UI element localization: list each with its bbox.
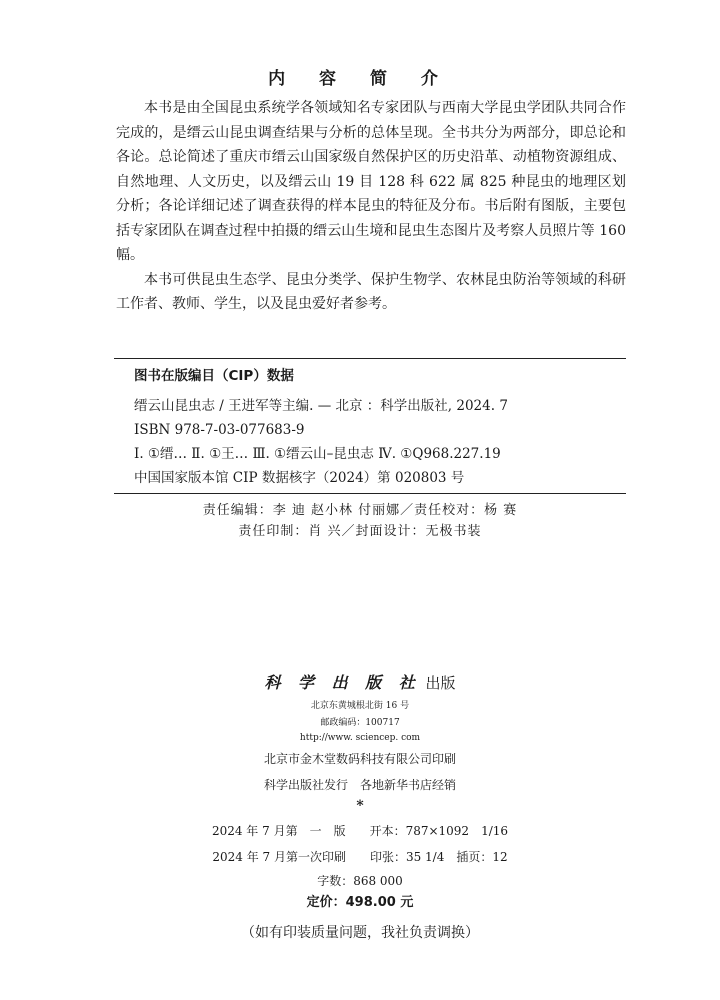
- publisher-website: http://www. sciencep. com: [299, 733, 421, 743]
- credits-line-2: 责任印制：肖 兴／封面设计：无极书装: [238, 524, 482, 539]
- word-count: 字数：868 000: [317, 874, 403, 888]
- distribution-line: 科学出版社发行 各地新华书店经销: [263, 778, 456, 792]
- cip-line-title: 缙云山昆虫志 / 王进军等主编. — 北京 ：科学出版社, 2024. 7: [134, 398, 508, 414]
- cip-line-classification: Ⅰ. ①缙… Ⅱ. ①王… Ⅲ. ①缙云山–昆虫志 Ⅳ. ①Q968.227.19: [134, 446, 501, 462]
- intro-text: [116, 96, 626, 317]
- edition-line-1: 2024 年 7 月第 一 版 开本：787×1092 1/16: [211, 824, 509, 838]
- publisher-line: [0, 670, 720, 693]
- credits-line-1: 责任编辑：李 迪 赵小林 付丽娜／责任校对：杨 赛: [202, 503, 518, 518]
- cip-line-isbn: ISBN 978-7-03-077683-9: [134, 422, 305, 438]
- quality-notice: （如有印装质量问题，我社负责调换）: [241, 925, 479, 941]
- publisher-name: 科 学 出 版 社: [264, 673, 421, 692]
- separator-star: *: [356, 798, 364, 814]
- cip-bottom-rule: [114, 493, 626, 494]
- publisher-address: 北京东黄城根北街 16 号: [310, 701, 410, 711]
- intro-paragraph-2: 本书可供昆虫生态学、昆虫分类学、保护生物学、农林昆虫防治等领域的科研工作者、教师、学生，以及昆虫爱好者参考。: [116, 271, 626, 312]
- printer-line: 北京市金木堂数码科技有限公司印刷: [263, 752, 456, 766]
- publisher-suffix: 出版: [425, 674, 456, 692]
- edition-line-2: 2024 年 7 月第一次印刷 印张：35 1/4 插页：12: [212, 850, 508, 864]
- publisher-postcode: 邮政编码：100717: [320, 718, 400, 728]
- cip-heading: 图书在版编目（CIP）数据: [134, 368, 294, 384]
- intro-paragraph-1: 本书是由全国昆虫系统学各领域知名专家团队与西南大学昆虫学团队共同合作完成的，是缙云山昆虫调查结果与分析的总体呈现。全书共分为两部分，即总论和各论。总论简述了重庆市缙云山国家级自然保护区的历史沿革、动植物资源组成、自然地理、人文历史，以及缙云山 19 目 128 科 622 属 825 种昆虫的地理区划分析；各论详细记述了调查获得的样本昆虫的特征及分布。书后附有图版，主要包括专家团队在调查过程中拍摄的缙云山生境和昆虫生态图片及考察人员照片等 160 幅。: [116, 100, 626, 263]
- cip-block: [134, 364, 624, 490]
- cip-line-record-number: 中国国家版本馆 CIP 数据核字（2024）第 020803 号: [134, 470, 465, 486]
- section-title: 内 容 简 介: [268, 69, 452, 89]
- cip-top-rule: [114, 358, 626, 359]
- price: 定价：498.00 元: [306, 895, 414, 910]
